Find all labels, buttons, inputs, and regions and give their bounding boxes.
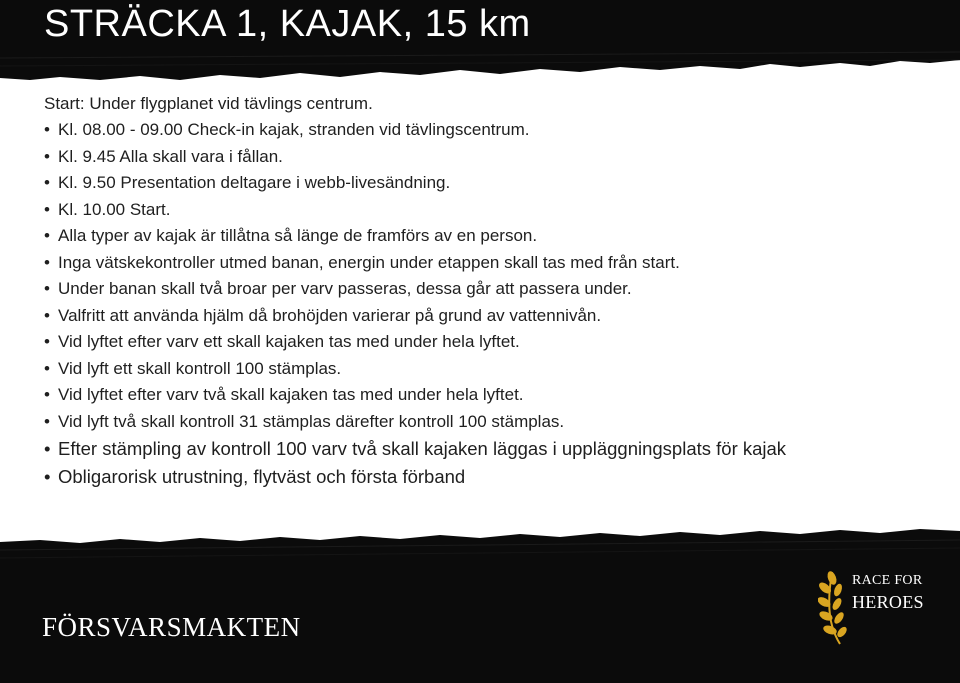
list-item [44,276,944,303]
forsvarsmakten-logo: FÖRSVARSMAKTEN [42,612,301,642]
bullet-icon: • [44,305,50,325]
rules-list [44,117,944,491]
list-item [44,409,944,436]
list-item-text: Kl. 9.50 Presentation deltagare i webb-livesändning. [58,173,451,192]
list-item [44,117,944,144]
page-title: STRÄCKA 1, KAJAK, 15 km [44,3,531,45]
content-area [44,91,944,491]
list-item-text: Vid lyftet efter varv två skall kajaken tas med under hela lyftet. [58,385,524,404]
start-location: Start: Under flygplanet vid tävlings centrum. [44,94,373,113]
list-item-text: Vid lyftet efter varv ett skall kajaken tas med under hela lyftet. [58,332,520,351]
footer-band [0,528,960,683]
list-item-text: Efter stämpling av kontroll 100 varv två skall kajaken läggas i uppläggningsplats för kajak [58,438,787,459]
list-item-text: Under banan skall två broar per varv passeras, dessa går att passera under. [58,279,632,298]
bullet-icon: • [44,199,50,219]
list-item-text: Alla typer av kajak är tillåtna så länge de framförs av en person. [58,226,538,245]
brand-right-line2: HEROES [852,592,924,612]
list-item-text: Valfritt att använda hjälm då brohöjden varierar på grund av vattennivån. [58,305,602,325]
bullet-icon: • [44,385,50,404]
bullet-icon: • [44,173,50,192]
brush-stroke-bottom [0,528,960,683]
bullet-icon: • [44,226,50,245]
list-item-text: Obligarorisk utrustning, flytväst och första förband [58,466,466,487]
bullet-icon: • [44,332,50,351]
brand-right-line1: RACE FOR [852,573,923,588]
bullet-icon: • [44,252,50,272]
list-item [44,329,944,356]
bullet-icon: • [44,279,50,298]
race-for-heroes-logo [818,568,938,648]
list-item-text: Kl. 9.45 Alla skall vara i fållan. [58,146,283,166]
bullet-icon: • [44,120,50,139]
list-item-text: Inga vätskekontroller utmed banan, energin under etappen skall tas med från start. [58,252,680,272]
list-item [44,223,944,250]
list-item [44,170,944,197]
list-item-text: Vid lyft två skall kontroll 31 stämplas därefter kontroll 100 stämplas. [58,411,565,431]
list-item [44,144,944,171]
bullet-icon: • [44,411,50,431]
list-item [44,435,944,463]
list-item [44,463,944,491]
bullet-icon: • [44,358,50,378]
list-item [44,197,944,224]
bullet-icon: • [44,466,51,487]
laurel-icon [818,568,852,648]
header-band [0,0,960,82]
list-item [44,250,944,277]
bullet-icon: • [44,438,51,459]
list-item-text: Vid lyft ett skall kontroll 100 stämplas. [58,358,342,378]
list-item [44,382,944,409]
list-item-text: Kl. 10.00 Start. [58,199,171,219]
bullet-icon: • [44,146,50,166]
list-item [44,356,944,383]
list-item-text: Kl. 08.00 - 09.00 Check-in kajak, stranden vid tävlingscentrum. [58,120,530,139]
list-item [44,303,944,330]
